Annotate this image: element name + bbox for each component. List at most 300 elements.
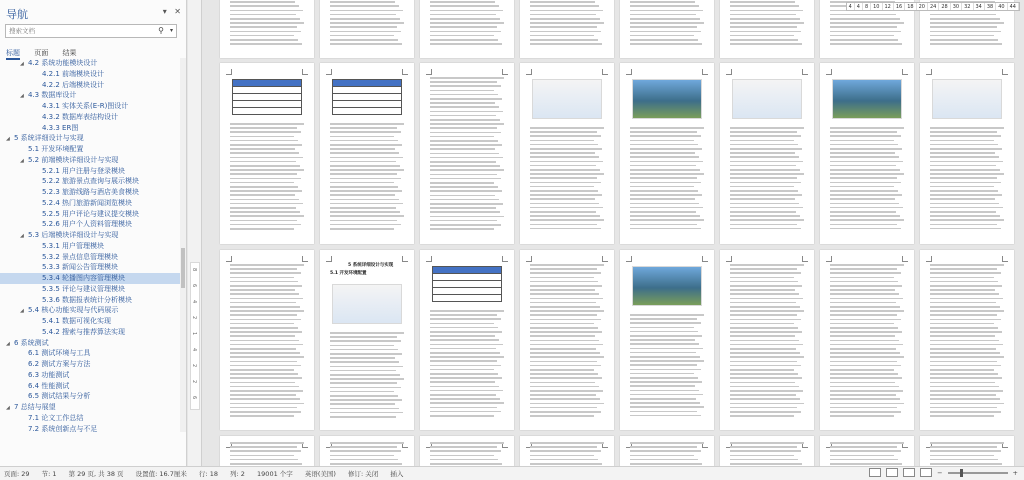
- view-print-layout-button[interactable]: [869, 468, 881, 477]
- text-line: [330, 43, 402, 45]
- nav-heading-label: 6.3 功能测试: [28, 370, 70, 379]
- text-line: [530, 459, 598, 461]
- nav-heading-item[interactable]: [0, 370, 180, 381]
- text-line: [630, 198, 695, 200]
- text-line: [730, 5, 799, 7]
- document-page[interactable]: [820, 63, 914, 244]
- nav-heading-item[interactable]: [0, 252, 180, 263]
- status-language[interactable]: 英语(美国): [304, 470, 336, 478]
- text-line: [930, 14, 996, 16]
- nav-dropdown-icon[interactable]: ▾: [162, 7, 167, 16]
- text-line: [530, 5, 599, 7]
- text-line: [730, 39, 798, 41]
- collapse-arrow-icon[interactable]: ◢: [20, 93, 24, 100]
- text-line: [730, 352, 800, 354]
- text-line: [630, 352, 696, 354]
- view-outline-button[interactable]: [920, 468, 932, 477]
- page-number-cell[interactable]: 20: [917, 3, 928, 10]
- nav-heading-item[interactable]: [0, 413, 180, 424]
- text-line: [730, 386, 799, 388]
- zoom-slider[interactable]: [948, 472, 1008, 474]
- text-line: [230, 335, 295, 337]
- text-line: [730, 228, 801, 230]
- text-line: [430, 35, 494, 37]
- text-line: [530, 386, 599, 388]
- collapse-arrow-icon[interactable]: ◢: [6, 340, 10, 347]
- text-line: [330, 140, 398, 142]
- text-line: [430, 411, 501, 413]
- text-line: [230, 455, 294, 457]
- nav-heading-item[interactable]: [0, 219, 180, 230]
- nav-heading-item[interactable]: [0, 90, 180, 101]
- collapse-arrow-icon[interactable]: ◢: [6, 136, 10, 143]
- nav-heading-item[interactable]: [0, 187, 180, 198]
- status-page[interactable]: 页面: 29: [4, 470, 30, 478]
- text-line: [830, 285, 902, 287]
- text-line: [530, 365, 601, 367]
- page-number-cell[interactable]: 32: [962, 3, 973, 10]
- nav-heading-item[interactable]: [0, 123, 180, 134]
- nav-heading-item[interactable]: [0, 348, 180, 359]
- document-page[interactable]: [420, 63, 514, 244]
- collapse-arrow-icon[interactable]: ◢: [20, 157, 24, 164]
- nav-scrollbar[interactable]: [180, 58, 186, 432]
- text-line: [930, 323, 994, 325]
- nav-heading-item[interactable]: [0, 166, 180, 177]
- text-line: [730, 281, 798, 283]
- text-line: [730, 289, 795, 291]
- nav-heading-item[interactable]: [0, 381, 180, 392]
- tab-headings[interactable]: 标题: [6, 49, 20, 60]
- text-line: [630, 10, 703, 12]
- document-page[interactable]: [420, 250, 514, 430]
- document-page[interactable]: [820, 436, 914, 466]
- nav-heading-item[interactable]: [0, 133, 180, 144]
- document-page[interactable]: [320, 436, 414, 466]
- text-line: [230, 340, 299, 342]
- text-line: [230, 1, 295, 3]
- document-page[interactable]: [920, 436, 1014, 466]
- text-line: [630, 402, 700, 404]
- crop-mark: [902, 69, 908, 75]
- nav-heading-item[interactable]: [0, 402, 180, 413]
- document-page[interactable]: [320, 250, 414, 430]
- text-line: [930, 281, 998, 283]
- text-line: [830, 411, 901, 413]
- text-line: [530, 1, 595, 3]
- text-line: [230, 35, 294, 37]
- status-line[interactable]: 行: 18: [198, 470, 218, 478]
- status-position[interactable]: 设置值: 16.7厘米: [135, 470, 187, 478]
- zoom-slider-thumb[interactable]: [960, 469, 963, 477]
- text-line: [330, 374, 400, 376]
- text-line: [930, 442, 1004, 444]
- text-line: [230, 157, 303, 159]
- text-line: [230, 281, 298, 283]
- text-line: [430, 165, 500, 167]
- text-line: [230, 302, 296, 304]
- nav-heading-item[interactable]: [0, 144, 180, 155]
- document-page[interactable]: [320, 0, 414, 58]
- document-page[interactable]: [520, 0, 614, 58]
- text-line: [730, 215, 800, 217]
- text-line: [830, 306, 900, 308]
- zoom-out-icon[interactable]: −: [937, 468, 943, 477]
- text-line: [330, 203, 403, 205]
- page-number-cell[interactable]: 10: [871, 3, 882, 10]
- text-line: [230, 285, 302, 287]
- text-line: [230, 450, 301, 452]
- text-line: [930, 224, 997, 226]
- text-line: [730, 310, 804, 312]
- nav-heading-item[interactable]: [0, 69, 180, 80]
- text-line: [430, 365, 501, 367]
- document-page[interactable]: [520, 250, 614, 430]
- text-line: [830, 277, 894, 279]
- text-line: [730, 140, 794, 142]
- text-line: [530, 26, 597, 28]
- text-line: [430, 174, 497, 176]
- text-line: [930, 450, 1001, 452]
- text-line: [830, 323, 894, 325]
- nav-heading-item[interactable]: [0, 284, 180, 295]
- text-line: [730, 446, 797, 448]
- text-line: [330, 190, 402, 192]
- text-line: [730, 365, 801, 367]
- text-line: [830, 268, 897, 270]
- status-track-changes[interactable]: 修订: 关闭: [348, 470, 379, 478]
- document-page[interactable]: [620, 436, 714, 466]
- status-page-of[interactable]: 第 29 页, 共 38 页: [68, 470, 124, 478]
- text-line: [830, 415, 894, 417]
- nav-heading-label: 5.2.2 旅游景点查询与展示模块: [42, 177, 140, 186]
- crop-mark: [702, 256, 708, 262]
- text-line: [530, 268, 597, 270]
- text-line: [630, 43, 702, 45]
- text-line: [930, 156, 999, 158]
- text-line: [830, 182, 901, 184]
- page-number-cell[interactable]: 38: [985, 3, 996, 10]
- document-page[interactable]: [220, 250, 314, 430]
- text-line: [530, 293, 599, 295]
- text-line: [230, 442, 304, 444]
- document-page[interactable]: [320, 63, 414, 244]
- text-line: [630, 406, 704, 408]
- text-line: [330, 123, 404, 125]
- page-number-cell[interactable]: 18: [905, 3, 916, 10]
- crop-mark: [802, 69, 808, 75]
- text-line: [830, 18, 900, 20]
- document-page[interactable]: [520, 436, 614, 466]
- text-line: [430, 386, 499, 388]
- text-line: [430, 442, 504, 444]
- status-column[interactable]: 列: 2: [230, 470, 245, 478]
- text-line: [830, 207, 903, 209]
- text-line: [530, 264, 604, 266]
- text-line: [230, 310, 304, 312]
- text-line: [930, 319, 1001, 321]
- text-line: [730, 148, 802, 150]
- page-number-cell[interactable]: 8: [863, 3, 871, 10]
- text-line: [430, 153, 499, 155]
- text-line: [930, 264, 1004, 266]
- page-number-cell[interactable]: 12: [883, 3, 894, 10]
- text-line: [730, 319, 801, 321]
- text-line: [530, 144, 598, 146]
- nav-heading-item[interactable]: [0, 209, 180, 220]
- text-line: [430, 94, 498, 96]
- nav-heading-item[interactable]: [0, 262, 180, 273]
- document-page[interactable]: [220, 0, 314, 58]
- text-line: [330, 165, 400, 167]
- nav-heading-item[interactable]: [0, 58, 180, 69]
- nav-scroll-thumb[interactable]: [181, 248, 185, 288]
- collapse-arrow-icon[interactable]: ◢: [20, 233, 24, 239]
- text-line: [530, 194, 602, 196]
- text-line: [330, 378, 404, 380]
- page-number-cell[interactable]: 16: [894, 3, 905, 10]
- text-line: [230, 369, 294, 371]
- text-line: [830, 131, 897, 133]
- nav-heading-label: 4.3.2 数据库表结构设计: [42, 112, 119, 121]
- nav-heading-item[interactable]: [0, 327, 180, 338]
- text-line: [630, 228, 701, 230]
- text-line: [830, 394, 896, 396]
- text-line: [830, 459, 898, 461]
- text-line: [230, 131, 301, 133]
- text-line: [530, 407, 597, 409]
- text-line: [430, 377, 502, 379]
- text-line: [630, 182, 701, 184]
- nav-heading-label: 5.4.1 数据可视化实现: [42, 317, 112, 325]
- crop-mark: [826, 69, 832, 75]
- text-line: [530, 228, 601, 230]
- text-line: [330, 39, 398, 41]
- text-line: [630, 14, 696, 16]
- text-line: [630, 373, 694, 375]
- text-line: [830, 144, 898, 146]
- page-number-cell[interactable]: 30: [951, 3, 962, 10]
- text-line: [730, 331, 802, 333]
- text-line: [330, 207, 396, 209]
- text-line: [930, 190, 998, 192]
- text-line: [530, 215, 600, 217]
- text-line: [930, 148, 1002, 150]
- text-line: [430, 182, 494, 184]
- text-line: [630, 1, 695, 3]
- text-line: [630, 394, 703, 396]
- text-line: [830, 152, 895, 154]
- text-line: [230, 148, 295, 150]
- text-line: [330, 136, 394, 138]
- document-page[interactable]: [620, 63, 714, 244]
- nav-heading-item[interactable]: [0, 305, 180, 316]
- text-line: [630, 186, 694, 188]
- text-line: [430, 119, 500, 121]
- text-line: [230, 411, 301, 413]
- text-line: [930, 335, 995, 337]
- text-line: [530, 22, 604, 24]
- page-number-cell[interactable]: 44: [1008, 3, 1019, 10]
- document-page[interactable]: [520, 63, 614, 244]
- text-line: [830, 135, 901, 137]
- collapse-arrow-icon[interactable]: ◢: [6, 405, 10, 411]
- page-number-cell[interactable]: 24: [928, 3, 939, 10]
- text-line: [630, 415, 701, 417]
- text-line: [730, 394, 796, 396]
- text-line: [430, 148, 495, 150]
- text-line: [530, 340, 599, 342]
- text-line: [430, 195, 495, 197]
- page-number-cell[interactable]: 34: [974, 3, 985, 10]
- text-line: [430, 144, 502, 146]
- document-page[interactable]: [720, 63, 814, 244]
- document-page[interactable]: [620, 250, 714, 430]
- text-line: [330, 144, 402, 146]
- text-line: [230, 136, 294, 138]
- nav-heading-item[interactable]: [0, 101, 180, 112]
- text-line: [630, 335, 702, 337]
- page-number-cell[interactable]: 4: [847, 3, 855, 10]
- text-line: [430, 348, 496, 350]
- nav-close-icon[interactable]: ✕: [174, 7, 181, 16]
- text-line: [730, 35, 794, 37]
- collapse-arrow-icon[interactable]: ◢: [20, 308, 24, 315]
- text-line: [630, 360, 704, 362]
- text-line: [430, 199, 499, 201]
- document-page[interactable]: [220, 63, 314, 244]
- document-pages-area[interactable]: [203, 0, 1024, 466]
- crop-mark: [726, 256, 732, 262]
- text-line: [330, 169, 404, 171]
- document-page[interactable]: [420, 436, 514, 466]
- chevron-down-icon[interactable]: ▾: [169, 27, 173, 34]
- text-line: [930, 446, 997, 448]
- text-line: [430, 14, 496, 16]
- nav-search-input[interactable]: [6, 25, 146, 37]
- text-line: [630, 156, 699, 158]
- nav-heading-item[interactable]: [0, 391, 180, 402]
- nav-heading-item[interactable]: [0, 424, 180, 433]
- search-icon[interactable]: ⚲: [158, 26, 164, 35]
- tab-results[interactable]: 结果: [62, 49, 77, 57]
- text-line: [730, 348, 796, 350]
- text-line: [530, 356, 604, 358]
- status-insert-mode[interactable]: 插入: [390, 470, 404, 478]
- page-heading: 5.1 开发环境配置: [330, 271, 367, 276]
- text-line: [530, 177, 597, 179]
- text-line: [830, 463, 902, 465]
- text-line: [730, 398, 800, 400]
- document-page[interactable]: [220, 436, 314, 466]
- text-line: [230, 277, 294, 279]
- text-line: [430, 26, 497, 28]
- view-web-layout-button[interactable]: [903, 468, 915, 477]
- page-number-cell[interactable]: 4: [855, 3, 863, 10]
- nav-heading-item[interactable]: [0, 112, 180, 123]
- text-line: [530, 463, 602, 465]
- nav-heading-item[interactable]: [0, 273, 180, 284]
- view-full-screen-button[interactable]: [886, 468, 898, 477]
- document-page[interactable]: [720, 0, 814, 58]
- text-line: [730, 377, 802, 379]
- text-line: [230, 43, 302, 45]
- tab-pages[interactable]: 页面: [34, 49, 49, 57]
- text-line: [530, 344, 603, 346]
- text-line: [730, 264, 804, 266]
- document-page[interactable]: [720, 436, 814, 466]
- text-line: [830, 442, 904, 444]
- text-line: [730, 165, 796, 167]
- text-line: [830, 293, 899, 295]
- nav-heading-item[interactable]: [0, 338, 180, 349]
- text-line: [330, 173, 397, 175]
- document-page[interactable]: [620, 0, 714, 58]
- text-line: [730, 26, 797, 28]
- nav-heading-item[interactable]: [0, 80, 180, 91]
- status-section[interactable]: 节: 1: [41, 470, 57, 478]
- text-line: [430, 10, 503, 12]
- page-number-cell[interactable]: 28: [939, 3, 950, 10]
- nav-controls: [158, 7, 181, 16]
- text-line: [230, 407, 297, 409]
- text-line: [830, 382, 895, 384]
- nav-heading-item[interactable]: [0, 359, 180, 370]
- text-line: [230, 352, 300, 354]
- nav-heading-item[interactable]: [0, 241, 180, 252]
- text-line: [330, 26, 397, 28]
- zoom-in-icon[interactable]: +: [1012, 468, 1018, 477]
- document-page[interactable]: [920, 250, 1014, 430]
- nav-heading-item[interactable]: [0, 198, 180, 209]
- document-page[interactable]: [720, 250, 814, 430]
- nav-heading-item[interactable]: [0, 295, 180, 306]
- text-line: [830, 211, 896, 213]
- text-line: [430, 398, 500, 400]
- text-line: [430, 203, 503, 205]
- nav-heading-item[interactable]: [0, 230, 180, 241]
- text-line: [230, 215, 304, 217]
- nav-heading-label: 5.2.1 用户注册与登录模块: [42, 166, 126, 175]
- text-line: [930, 415, 994, 417]
- text-line: [930, 211, 996, 213]
- nav-heading-item[interactable]: [0, 155, 180, 166]
- text-line: [930, 35, 994, 37]
- text-line: [230, 140, 298, 142]
- text-line: [830, 203, 899, 205]
- text-line: [630, 127, 704, 129]
- text-line: [330, 463, 402, 465]
- text-line: [830, 14, 896, 16]
- nav-heading-item[interactable]: [0, 176, 180, 187]
- nav-heading-item[interactable]: [0, 316, 180, 327]
- text-line: [230, 415, 294, 417]
- text-line: [530, 331, 602, 333]
- table-header: [433, 267, 501, 273]
- page-number-cell[interactable]: 40: [996, 3, 1007, 10]
- text-line: [330, 357, 395, 359]
- document-page[interactable]: [920, 63, 1014, 244]
- document-page[interactable]: [820, 250, 914, 430]
- collapse-arrow-icon[interactable]: ◢: [20, 61, 24, 67]
- status-words[interactable]: 19001 个字: [257, 470, 293, 478]
- text-line: [230, 386, 299, 388]
- text-line: [530, 403, 604, 405]
- nav-search-box[interactable]: [5, 24, 177, 38]
- text-line: [530, 224, 597, 226]
- text-line: [430, 314, 497, 316]
- document-page[interactable]: [420, 0, 514, 58]
